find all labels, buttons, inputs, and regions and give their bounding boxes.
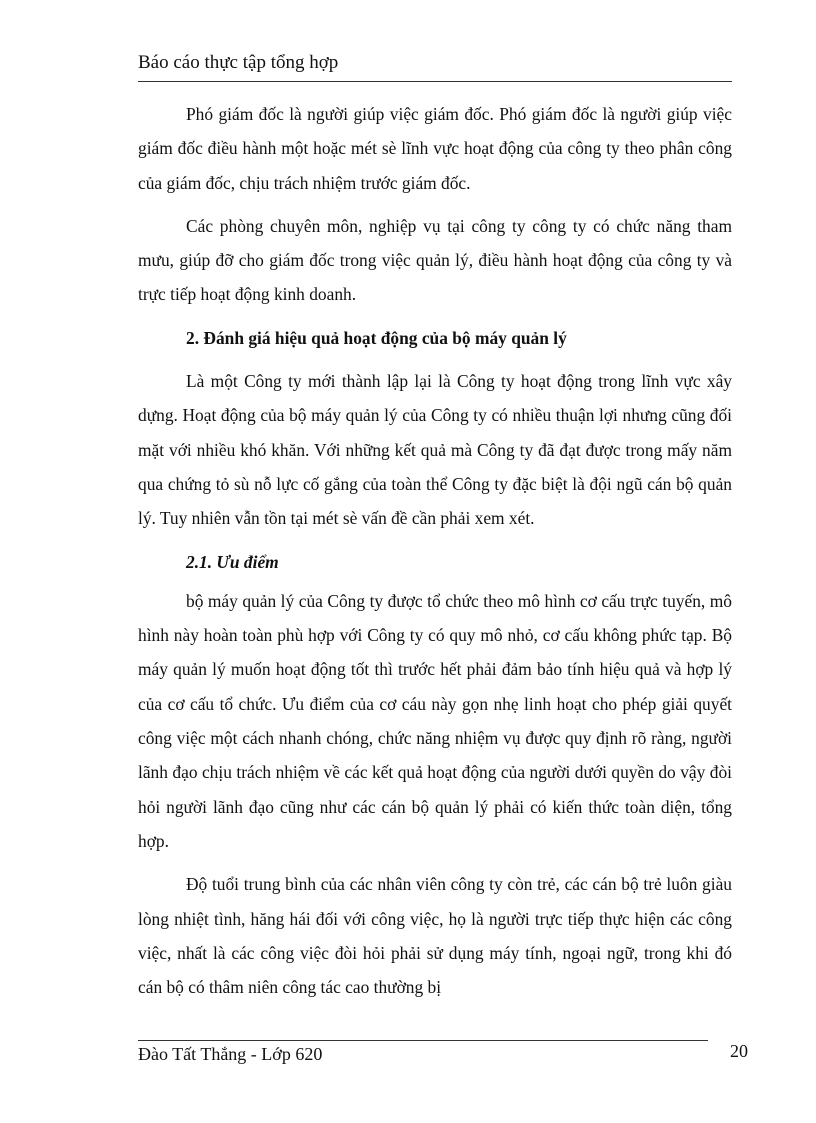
- running-header: Báo cáo thực tập tổng hợp: [138, 52, 339, 73]
- subsection-heading: 2.1. Ưu điểm: [186, 551, 279, 572]
- page-number: 20: [730, 1041, 748, 1061]
- paragraph-staff-age: Độ tuổi trung bình của các nhân viên công ty còn trẻ, các cán bộ trẻ luôn giàu lòng nhiệt tình, hăng hái đối với công việc, họ là người trực tiếp thực hiện các công việc, nhất là các công việc đòi hỏi phải sử dụng máy tính, ngoại ngữ, trong khi đó cán bộ có thâm niên công tác cao thường bị: [138, 874, 732, 998]
- section-heading: 2. Đánh giá hiệu quả hoạt động của bộ máy quản lý: [186, 327, 567, 348]
- paragraph-overview: Là một Công ty mới thành lập lại là Công ty hoạt động trong lĩnh vực xây dựng. Hoạt động của bộ máy quản lý của Công ty có nhiều thuận lợi nhưng cũng đối mặt với nhiều khó khăn. Với những kết quả mà Công ty đã đạt được trong mấy năm qua chứng tỏ sù nỗ lực cố gắng của toàn thể Công ty đặc biệt là đội ngũ cán bộ quản lý. Tuy nhiên vẫn tồn tại mét sè vấn đề cần phải xem xét.: [138, 371, 732, 529]
- header-divider: [138, 81, 732, 82]
- paragraph-departments: Các phòng chuyên môn, nghiệp vụ tại công ty công ty có chức năng tham mưu, giúp đỡ cho giám đốc trong việc quản lý, điều hành hoạt động của công ty và trực tiếp hoạt động kinh doanh.: [138, 215, 732, 305]
- footer-divider: [138, 1040, 708, 1041]
- footer-author: Đào Tất Thắng - Lớp 620: [138, 1044, 323, 1064]
- paragraph-advantages: bộ máy quản lý của Công ty được tổ chức theo mô hình cơ cấu trực tuyến, mô hình này hoàn toàn phù hợp với Công ty có quy mô nhỏ, cơ cấu không phức tạp. Bộ máy quản lý muốn hoạt động tốt thì trước hết phải đảm bảo tính hiệu quả và hợp lý của cơ cấu tổ chức. Ưu điểm của cơ cáu này gọn nhẹ linh hoạt cho phép giải quyết công việc một cách nhanh chóng, chức năng nhiệm vụ được quy định rõ ràng, người lãnh đạo chịu trách nhiệm về các kết quả hoạt động của người dưới quyền do vậy đòi hỏi người lãnh đạo cũng như các cán bộ quản lý phải có kiến thức toàn diện, tổng hợp.: [138, 590, 732, 851]
- page-content: [138, 97, 732, 1013]
- paragraph-vice-director: Phó giám đốc là người giúp việc giám đốc. Phó giám đốc là người giúp việc giám đốc điều hành một hoặc mét sè lĩnh vực hoạt động của công ty theo phân công của giám đốc, chịu trách nhiệm trước giám đốc.: [138, 104, 732, 193]
